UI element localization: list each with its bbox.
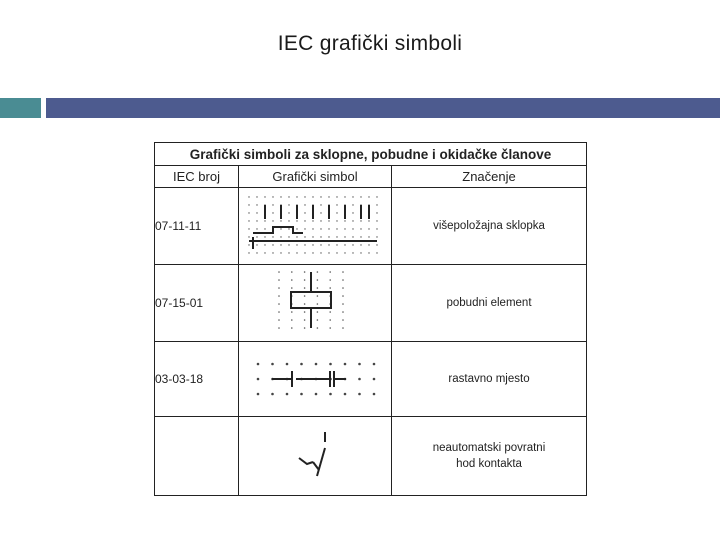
- grid-dot: [312, 244, 313, 245]
- grid-dot: [304, 236, 305, 237]
- grid-dot: [278, 295, 280, 297]
- grid-dot: [320, 236, 321, 237]
- grid-dot: [352, 228, 353, 229]
- grid-dot: [342, 303, 344, 305]
- grid-dot: [264, 196, 265, 197]
- grid-dot: [336, 228, 337, 229]
- grid-dot: [344, 228, 345, 229]
- grid-dot: [312, 228, 313, 229]
- grid-dot: [288, 244, 289, 245]
- grid-dot: [248, 228, 249, 229]
- grid-dot: [328, 220, 329, 221]
- grid-dot: [344, 220, 345, 221]
- grid-dot: [280, 236, 281, 237]
- grid-dot: [256, 196, 257, 197]
- grid-dot: [312, 220, 313, 221]
- meaning: pobudni element: [392, 265, 587, 342]
- grid-dot: [278, 279, 280, 281]
- grid-dot: [280, 228, 281, 229]
- grid-dot: [296, 220, 297, 221]
- grid-dot: [358, 363, 361, 366]
- grid-dot: [288, 228, 289, 229]
- grid-dot: [264, 220, 265, 221]
- grid-dot: [329, 327, 331, 329]
- grid-dot: [304, 319, 306, 321]
- grid-dot: [368, 220, 369, 221]
- slide-title: IEC grafički simboli: [277, 32, 463, 55]
- grid-dot: [368, 252, 369, 253]
- grid-dot: [278, 311, 280, 313]
- separable-connection-symbol-icon: [250, 354, 380, 404]
- grid-dot: [376, 204, 377, 205]
- grid-dot: [272, 236, 273, 237]
- meaning: višepoložajna sklopka: [392, 188, 587, 265]
- grid-dot: [376, 236, 377, 237]
- grid-dot: [286, 393, 289, 396]
- grid-dot: [248, 196, 249, 197]
- grid-dot: [376, 196, 377, 197]
- grid-dot: [376, 220, 377, 221]
- grid-dot: [264, 252, 265, 253]
- grid-dot: [288, 252, 289, 253]
- grid-dot: [304, 252, 305, 253]
- grid-dot: [320, 220, 321, 221]
- grid-dot: [373, 363, 376, 366]
- grid-dot: [272, 196, 273, 197]
- table-caption: Grafički simboli za sklopne, pobudne i okidačke članove: [155, 143, 587, 166]
- grid-dot: [278, 319, 280, 321]
- grid-dot: [329, 279, 331, 281]
- grid-dot: [315, 393, 318, 396]
- grid-dot: [304, 204, 305, 205]
- grid-dot: [344, 236, 345, 237]
- grid-dot: [288, 236, 289, 237]
- grid-dot: [352, 236, 353, 237]
- grid-dot: [264, 244, 265, 245]
- grid-dot: [291, 327, 293, 329]
- grid-dot: [376, 228, 377, 229]
- grid-dot: [329, 271, 331, 273]
- grid-dot: [336, 196, 337, 197]
- grid-dot: [256, 220, 257, 221]
- grid-dot: [288, 196, 289, 197]
- grid-dot: [288, 204, 289, 205]
- iec-number: 03-03-18: [155, 342, 239, 417]
- grid-dot: [368, 244, 369, 245]
- grid-dot: [344, 363, 347, 366]
- grid-dot: [248, 252, 249, 253]
- grid-dot: [360, 220, 361, 221]
- grid-dot: [352, 252, 353, 253]
- grid-dot: [328, 236, 329, 237]
- grid-dot: [304, 220, 305, 221]
- grid-dot: [342, 295, 344, 297]
- grid-dot: [300, 363, 303, 366]
- grid-dot: [315, 363, 318, 366]
- grid-dot: [320, 244, 321, 245]
- grid-dot: [280, 244, 281, 245]
- grid-dot: [312, 196, 313, 197]
- symbol-cell: [239, 188, 392, 265]
- grid-dot: [352, 196, 353, 197]
- grid-dot: [288, 212, 289, 213]
- iec-number: [155, 417, 239, 496]
- grid-dot: [280, 196, 281, 197]
- grid-dot: [248, 244, 249, 245]
- grid-dot: [304, 295, 306, 297]
- grid-dot: [328, 252, 329, 253]
- grid-dot: [312, 236, 313, 237]
- grid-dot: [286, 363, 289, 366]
- grid-dot: [248, 220, 249, 221]
- table-row: [155, 188, 587, 265]
- grid-dot: [352, 204, 353, 205]
- grid-dot: [342, 319, 344, 321]
- grid-dot: [256, 244, 257, 245]
- grid-dot: [272, 252, 273, 253]
- table-row: [155, 265, 587, 342]
- grid-dot: [272, 204, 273, 205]
- actuating-coil-symbol-icon: [275, 270, 355, 336]
- meaning-line-2: hod kontakta: [456, 458, 522, 470]
- grid-dot: [248, 212, 249, 213]
- grid-dot: [304, 303, 306, 305]
- grid-dot: [304, 271, 306, 273]
- grid-dot: [342, 271, 344, 273]
- grid-dot: [360, 244, 361, 245]
- grid-dot: [336, 220, 337, 221]
- grid-dot: [278, 287, 280, 289]
- grid-dot: [304, 212, 305, 213]
- grid-dot: [329, 363, 332, 366]
- grid-dot: [317, 303, 319, 305]
- grid-dot: [272, 212, 273, 213]
- meaning-line-1: neautomatski povratni: [432, 442, 546, 454]
- grid-dot: [248, 236, 249, 237]
- grid-dot: [291, 311, 293, 313]
- grid-dot: [344, 252, 345, 253]
- grid-dot: [312, 252, 313, 253]
- grid-dot: [288, 220, 289, 221]
- non-automatic-return-contact-symbol-icon: [285, 426, 345, 486]
- grid-dot: [264, 236, 265, 237]
- grid-dot: [291, 279, 293, 281]
- grid-dot: [256, 252, 257, 253]
- grid-dot: [278, 271, 280, 273]
- grid-dot: [320, 204, 321, 205]
- grid-dot: [320, 196, 321, 197]
- grid-dot: [336, 252, 337, 253]
- grid-dot: [291, 319, 293, 321]
- grid-dot: [304, 244, 305, 245]
- grid-dot: [296, 228, 297, 229]
- meaning: rastavno mjesto: [392, 342, 587, 417]
- grid-dot: [317, 271, 319, 273]
- grid-dot: [358, 393, 361, 396]
- grid-dot: [320, 228, 321, 229]
- grid-dot: [280, 252, 281, 253]
- iec-number: 07-11-11: [155, 188, 239, 265]
- grid-dot: [360, 236, 361, 237]
- header-graphic-symbol: Grafički simbol: [239, 166, 392, 188]
- grid-dot: [328, 228, 329, 229]
- grid-dot: [256, 204, 257, 205]
- grid-dot: [344, 196, 345, 197]
- grid-dot: [358, 378, 361, 381]
- grid-dot: [272, 220, 273, 221]
- grid-dot: [317, 279, 319, 281]
- symbol-cell: [239, 417, 392, 496]
- grid-dot: [280, 220, 281, 221]
- grid-dot: [256, 228, 257, 229]
- grid-dot: [248, 204, 249, 205]
- grid-dot: [317, 319, 319, 321]
- grid-dot: [368, 228, 369, 229]
- grid-dot: [296, 236, 297, 237]
- grid-dot: [317, 327, 319, 329]
- header-meaning: Značenje: [392, 166, 587, 188]
- grid-dot: [320, 252, 321, 253]
- grid-dot: [376, 244, 377, 245]
- grid-dot: [291, 271, 293, 273]
- grid-dot: [360, 228, 361, 229]
- grid-dot: [257, 378, 260, 381]
- grid-dot: [352, 220, 353, 221]
- grid-dot: [376, 212, 377, 213]
- grid-dot: [256, 236, 257, 237]
- grid-dot: [336, 204, 337, 205]
- grid-dot: [336, 212, 337, 213]
- grid-dot: [317, 311, 319, 313]
- grid-dot: [329, 393, 332, 396]
- grid-dot: [328, 196, 329, 197]
- grid-dot: [342, 327, 344, 329]
- grid-dot: [304, 228, 305, 229]
- grid-dot: [296, 252, 297, 253]
- grid-dot: [352, 212, 353, 213]
- grid-dot: [344, 393, 347, 396]
- grid-dot: [360, 252, 361, 253]
- grid-dot: [376, 252, 377, 253]
- grid-dot: [320, 212, 321, 213]
- grid-dot: [368, 196, 369, 197]
- grid-dot: [328, 244, 329, 245]
- grid-dot: [368, 236, 369, 237]
- grid-dot: [373, 393, 376, 396]
- grid-dot: [300, 393, 303, 396]
- grid-dot: [329, 319, 331, 321]
- grid-dot: [264, 228, 265, 229]
- grid-dot: [296, 244, 297, 245]
- grid-dot: [317, 295, 319, 297]
- grid-dot: [336, 244, 337, 245]
- header-iec-number: IEC broj: [155, 166, 239, 188]
- grid-dot: [304, 196, 305, 197]
- grid-dot: [304, 287, 306, 289]
- grid-dot: [317, 287, 319, 289]
- grid-dot: [360, 196, 361, 197]
- accent-bar-right: [46, 98, 720, 118]
- table-row: [155, 342, 587, 417]
- grid-dot: [271, 363, 274, 366]
- table-row: [155, 417, 587, 496]
- grid-dot: [257, 363, 260, 366]
- grid-dot: [291, 287, 293, 289]
- grid-dot: [342, 311, 344, 313]
- iec-number: 07-15-01: [155, 265, 239, 342]
- meaning: [392, 417, 587, 496]
- symbol-cell: [239, 265, 392, 342]
- grid-dot: [304, 327, 306, 329]
- grid-dot: [329, 287, 331, 289]
- grid-dot: [373, 378, 376, 381]
- grid-dot: [296, 196, 297, 197]
- grid-dot: [272, 244, 273, 245]
- grid-dot: [256, 212, 257, 213]
- multi-position-switch-symbol-icon: [245, 193, 385, 259]
- grid-dot: [271, 393, 274, 396]
- grid-dot: [278, 303, 280, 305]
- symbols-table: [154, 142, 587, 496]
- grid-dot: [344, 244, 345, 245]
- grid-dot: [304, 311, 306, 313]
- grid-dot: [257, 393, 260, 396]
- grid-dot: [304, 279, 306, 281]
- grid-dot: [336, 236, 337, 237]
- grid-dot: [342, 287, 344, 289]
- grid-dot: [278, 327, 280, 329]
- accent-bar-left: [0, 98, 41, 118]
- grid-dot: [329, 311, 331, 313]
- grid-dot: [342, 279, 344, 281]
- grid-dot: [352, 244, 353, 245]
- symbol-cell: [239, 342, 392, 417]
